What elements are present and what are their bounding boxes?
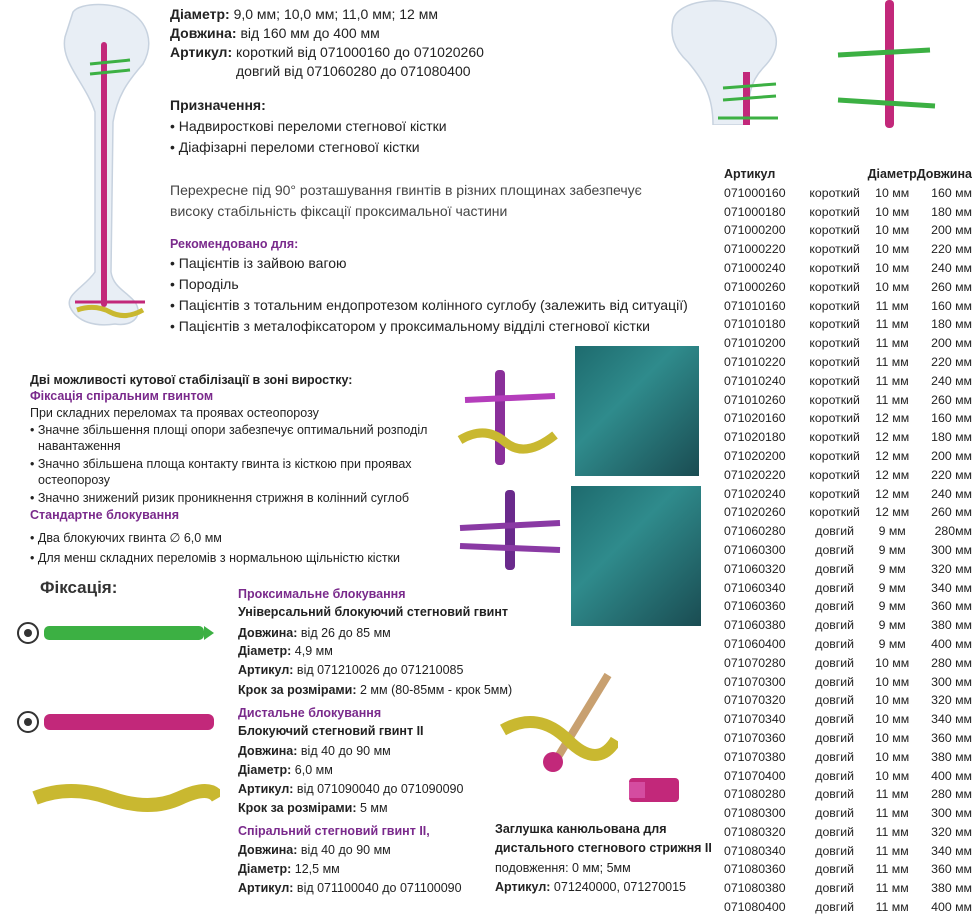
cell-length: 280мм [934, 524, 972, 539]
cell-type: короткий [809, 298, 860, 313]
distal-name: Блокуючий стегновий гвинт ІІ [238, 724, 424, 738]
cell-type: короткий [809, 336, 860, 351]
cell-length: 300 мм [931, 806, 972, 821]
table-row [724, 184, 972, 203]
spiral-item: • Значно збільшена площа контакту гвинта із кісткою при проявах [30, 457, 412, 471]
table-row [724, 860, 972, 879]
cell-article: 071080400 [724, 900, 786, 915]
spiral-screw-illustration [30, 780, 220, 816]
table-row [724, 691, 972, 710]
cell-diameter: 11 мм [875, 824, 909, 839]
cell-type: довгий [815, 843, 855, 858]
table-row [724, 522, 972, 541]
cell-length: 180 мм [931, 204, 972, 219]
cell-article: 071010240 [724, 373, 786, 388]
cannulated-cap-illustration [625, 770, 685, 810]
table-row [724, 804, 972, 823]
cell-length: 200 мм [931, 223, 972, 238]
table-row [724, 785, 972, 804]
cell-length: 260 мм [931, 279, 972, 294]
proximal-length: Довжина: від 26 до 85 мм [238, 626, 391, 640]
table-row [724, 203, 972, 222]
cell-length: 300 мм [931, 674, 972, 689]
cell-diameter: 10 мм [875, 204, 910, 219]
table-row [724, 447, 972, 466]
cell-article: 071000260 [724, 279, 786, 294]
cell-article: 071070360 [724, 730, 786, 745]
cell-type: короткий [809, 430, 860, 445]
cell-length: 220 мм [931, 354, 972, 369]
table-row [724, 635, 972, 654]
cell-diameter: 10 мм [875, 674, 910, 689]
standard-item: • Для менш складних переломів з нормальною щільністю кістки [30, 551, 400, 565]
cell-type: довгий [815, 618, 855, 633]
cell-article: 071010220 [724, 354, 786, 369]
cell-article: 071070380 [724, 749, 786, 764]
table-row [724, 673, 972, 692]
recommended-item: • Пацієнтів з тотальним ендопротезом колінного суглобу (залежить від ситуації) [170, 297, 688, 313]
cell-article: 071020220 [724, 467, 786, 482]
table-row [724, 485, 972, 504]
cell-article: 071080280 [724, 787, 786, 802]
proximal-article: Артикул: від 071210026 до 071210085 [238, 663, 464, 677]
cell-article: 071080320 [724, 824, 786, 839]
table-row [724, 767, 972, 786]
cell-length: 380 мм [931, 618, 972, 633]
cell-type: короткий [809, 204, 860, 219]
table-row [724, 597, 972, 616]
table-row [724, 391, 972, 410]
plug-extension: подовження: 0 мм; 5мм [495, 861, 631, 875]
cell-diameter: 11 мм [875, 373, 909, 388]
cell-article: 071000220 [724, 242, 786, 257]
distal-screw-illustration [16, 708, 221, 736]
table-row [724, 842, 972, 861]
cell-length: 400 мм [931, 768, 972, 783]
cell-type: короткий [809, 467, 860, 482]
header-article: Артикул [724, 167, 776, 181]
cell-diameter: 9 мм [878, 580, 906, 595]
cell-diameter: 10 мм [875, 279, 910, 294]
table-row [724, 541, 972, 560]
cell-type: довгий [815, 542, 855, 557]
cell-article: 071000200 [724, 223, 786, 238]
cell-type: довгий [815, 730, 855, 745]
table-row [724, 654, 972, 673]
cell-type: довгий [815, 881, 855, 896]
xray-image-spiral [575, 346, 699, 476]
cell-diameter: 10 мм [875, 693, 910, 708]
cell-type: довгий [815, 768, 855, 783]
cell-article: 071070300 [724, 674, 786, 689]
cell-diameter: 9 мм [878, 524, 906, 539]
cell-type: довгий [815, 806, 855, 821]
cell-diameter: 11 мм [875, 881, 909, 896]
proximal-diameter: Діаметр: 4,9 мм [238, 644, 333, 658]
cell-length: 340 мм [931, 580, 972, 595]
table-row [724, 560, 972, 579]
cell-diameter: 11 мм [875, 787, 909, 802]
cell-length: 320 мм [931, 561, 972, 576]
cell-length: 360 мм [931, 730, 972, 745]
cell-diameter: 11 мм [875, 392, 909, 407]
cell-diameter: 11 мм [875, 298, 909, 313]
distal-title: Дистальне блокування [238, 706, 382, 720]
spiral-article: Артикул: від 071100040 до 071100090 [238, 881, 462, 895]
description-line: високу стабільність фіксації проксимальної частини [170, 203, 508, 219]
table-row [724, 334, 972, 353]
cell-diameter: 11 мм [875, 354, 909, 369]
cell-length: 240 мм [931, 486, 972, 501]
cell-type: довгий [815, 674, 855, 689]
cell-article: 071010200 [724, 336, 786, 351]
cell-type: короткий [809, 185, 860, 200]
header-length: Довжина [916, 167, 972, 181]
standard-locking-title: Стандартне блокування [30, 508, 179, 522]
cell-type: короткий [809, 260, 860, 275]
cell-length: 320 мм [931, 824, 972, 839]
cell-diameter: 10 мм [875, 185, 910, 200]
cell-article: 071080300 [724, 806, 786, 821]
table-row [724, 315, 972, 334]
cell-article: 071060300 [724, 542, 786, 557]
plug-article: Артикул: 071240000, 071270015 [495, 880, 687, 894]
table-row [724, 297, 972, 316]
cell-type: довгий [815, 655, 855, 670]
cell-type: короткий [809, 279, 860, 294]
spiral-screw-title: Спіральний стегновий гвинт ІІ, [238, 824, 430, 838]
table-row [724, 466, 972, 485]
cell-diameter: 10 мм [875, 655, 910, 670]
table-row [724, 710, 972, 729]
cell-article: 071060340 [724, 580, 786, 595]
table-body [724, 184, 972, 917]
cell-length: 180 мм [931, 430, 972, 445]
table-row [724, 259, 972, 278]
cell-diameter: 11 мм [875, 862, 909, 877]
cell-article: 071060280 [724, 524, 786, 539]
cell-article: 071020240 [724, 486, 786, 501]
spiral-fixation-title: Фіксація спіральним гвинтом [30, 389, 214, 403]
cell-diameter: 10 мм [875, 730, 910, 745]
cell-type: довгий [815, 787, 855, 802]
cell-article: 071010260 [724, 392, 786, 407]
spiral-diameter: Діаметр: 12,5 мм [238, 862, 340, 876]
cell-diameter: 9 мм [878, 618, 906, 633]
cell-length: 180 мм [931, 317, 972, 332]
table-row [724, 616, 972, 635]
cell-diameter: 11 мм [875, 843, 909, 858]
cell-type: довгий [815, 862, 855, 877]
spiral-item: навантаження [38, 439, 121, 453]
cell-article: 071000240 [724, 260, 786, 275]
spiral-length: Довжина: від 40 до 90 мм [238, 843, 391, 857]
cell-length: 380 мм [931, 881, 972, 896]
cell-type: короткий [809, 448, 860, 463]
cell-type: довгий [815, 712, 855, 727]
cell-diameter: 12 мм [875, 411, 910, 426]
cell-article: 071070320 [724, 693, 786, 708]
cell-article: 071060360 [724, 599, 786, 614]
table-row [724, 748, 972, 767]
cell-type: довгий [815, 561, 855, 576]
cell-diameter: 10 мм [875, 223, 910, 238]
standard-item: • Два блокуючих гвинта ∅ 6,0 мм [30, 531, 222, 545]
cell-type: довгий [815, 636, 855, 651]
recommended-item: • Пацієнтів із зайвою вагою [170, 255, 347, 271]
cell-length: 280 мм [931, 655, 972, 670]
proximal-femur-illustration [668, 0, 788, 125]
cell-length: 200 мм [931, 448, 972, 463]
spec-length: Довжина: від 160 мм до 400 мм [170, 25, 380, 41]
fixation-title: Фіксація: [40, 578, 118, 597]
cell-diameter: 12 мм [875, 430, 910, 445]
cell-length: 360 мм [931, 599, 972, 614]
standard-locking-nail-illustration [455, 490, 565, 570]
cell-length: 340 мм [931, 843, 972, 858]
cell-type: короткий [809, 373, 860, 388]
nail-end-cap-illustration [498, 670, 618, 780]
cell-diameter: 9 мм [878, 636, 906, 651]
cell-type: довгий [815, 599, 855, 614]
cell-type: короткий [809, 392, 860, 407]
cell-length: 220 мм [931, 242, 972, 257]
cell-length: 280 мм [931, 787, 972, 802]
table-row [724, 372, 972, 391]
spec-diameter: Діаметр: 9,0 мм; 10,0 мм; 11,0 мм; 12 мм [170, 6, 438, 22]
cell-type: короткий [809, 354, 860, 369]
cell-type: короткий [809, 223, 860, 238]
table-row [724, 579, 972, 598]
table-row [724, 221, 972, 240]
distal-article: Артикул: від 071090040 до 071090090 [238, 782, 464, 796]
table-row [724, 278, 972, 297]
cell-length: 400 мм [931, 900, 972, 915]
cell-length: 160 мм [931, 185, 972, 200]
table-row [724, 428, 972, 447]
cell-article: 071070280 [724, 655, 786, 670]
cell-article: 071020200 [724, 448, 786, 463]
table-row [724, 240, 972, 259]
cell-diameter: 10 мм [875, 260, 910, 275]
cell-article: 071080380 [724, 881, 786, 896]
cell-length: 260 мм [931, 392, 972, 407]
cell-length: 240 мм [931, 260, 972, 275]
table-row [724, 729, 972, 748]
cell-diameter: 12 мм [875, 486, 910, 501]
cell-article: 071060400 [724, 636, 786, 651]
cell-article: 071020180 [724, 430, 786, 445]
cell-length: 300 мм [931, 542, 972, 557]
distal-step: Крок за розмірами: 5 мм [238, 801, 388, 815]
table-row [724, 409, 972, 428]
recommended-item: • Пацієнтів з металофіксатором у проксимальному відділі стегнової кістки [170, 318, 650, 334]
cell-length: 260 мм [931, 505, 972, 520]
cell-diameter: 12 мм [875, 467, 910, 482]
cell-length: 200 мм [931, 336, 972, 351]
cell-diameter: 9 мм [878, 599, 906, 614]
cell-diameter: 10 мм [875, 712, 910, 727]
header-diameter: Діаметр [867, 167, 917, 181]
header-type [802, 165, 868, 184]
angular-title: Дві можливості кутової стабілізації в зоні виростку: [30, 373, 353, 387]
cell-length: 220 мм [931, 467, 972, 482]
cell-type: довгий [815, 900, 855, 915]
proximal-title: Проксимальне блокування [238, 587, 406, 601]
table-header-row [724, 165, 972, 184]
cell-type: короткий [809, 317, 860, 332]
cell-type: короткий [809, 505, 860, 520]
cell-type: довгий [815, 524, 855, 539]
nail-proximal-screws-illustration [830, 0, 940, 130]
cell-length: 160 мм [931, 411, 972, 426]
cell-length: 320 мм [931, 693, 972, 708]
plug-title-2: дистального стегнового стрижня ІІ [495, 841, 712, 855]
cell-length: 240 мм [931, 373, 972, 388]
table-row [724, 898, 972, 917]
cell-article: 071070400 [724, 768, 786, 783]
recommended-title: Рекомендовано для: [170, 237, 299, 251]
cell-diameter: 10 мм [875, 242, 910, 257]
cell-diameter: 12 мм [875, 448, 910, 463]
cell-article: 071020260 [724, 505, 786, 520]
proximal-screw-illustration [16, 620, 216, 646]
cell-length: 160 мм [931, 298, 972, 313]
cell-diameter: 10 мм [875, 768, 910, 783]
spiral-item: • Значне збільшення площі опори забезпечує оптимальний розподіл [30, 423, 428, 437]
purpose-item: • Надвиросткові переломи стегнової кістки [170, 118, 447, 134]
cell-article: 071010180 [724, 317, 786, 332]
cell-diameter: 11 мм [875, 806, 909, 821]
cell-type: довгий [815, 693, 855, 708]
table-row [724, 879, 972, 898]
cell-article: 071060380 [724, 618, 786, 633]
proximal-name: Універсальний блокуючий стегновий гвинт [238, 605, 509, 619]
cell-length: 380 мм [931, 749, 972, 764]
recommended-item: • Породіль [170, 276, 239, 292]
cell-length: 340 мм [931, 712, 972, 727]
cell-diameter: 11 мм [875, 317, 909, 332]
cell-article: 071010160 [724, 298, 786, 313]
cell-type: короткий [809, 486, 860, 501]
description-line: Перехресне під 90° розташування гвинтів в різних площинах забезпечує [170, 182, 642, 198]
spiral-item: остеопорозу [38, 473, 111, 487]
cell-diameter: 9 мм [878, 561, 906, 576]
spiral-screw-nail-illustration [455, 370, 565, 470]
cell-length: 360 мм [931, 862, 972, 877]
cell-article: 071070340 [724, 712, 786, 727]
cell-diameter: 9 мм [878, 542, 906, 557]
cell-length: 400 мм [931, 636, 972, 651]
xray-image-standard [571, 486, 701, 626]
plug-title: Заглушка канюльована для [495, 822, 667, 836]
cell-type: довгий [815, 749, 855, 764]
cell-diameter: 11 мм [875, 336, 909, 351]
cell-article: 071080340 [724, 843, 786, 858]
spec-article-short: Артикул: короткий від 071000160 до 071020260 [170, 44, 484, 60]
spec-article-long: довгий від 071060280 до 071080400 [236, 63, 471, 79]
table-row [724, 503, 972, 522]
purpose-title: Призначення: [170, 97, 266, 113]
spiral-item: • Значно знижений ризик проникнення стрижня в колінний суглоб [30, 491, 410, 505]
cell-type: довгий [815, 824, 855, 839]
cell-type: короткий [809, 242, 860, 257]
spiral-intro: При складних переломах та проявах остеопорозу [30, 406, 319, 420]
cell-article: 071080360 [724, 862, 786, 877]
cell-type: короткий [809, 411, 860, 426]
cell-article: 071020160 [724, 411, 786, 426]
proximal-step: Крок за розмірами: 2 мм (80-85мм - крок 5мм) [238, 683, 513, 697]
cell-diameter: 10 мм [875, 749, 910, 764]
cell-article: 071000180 [724, 204, 786, 219]
cell-diameter: 11 мм [875, 900, 909, 915]
cell-type: довгий [815, 580, 855, 595]
purpose-item: • Діафізарні переломи стегнової кістки [170, 139, 420, 155]
cell-diameter: 12 мм [875, 505, 910, 520]
article-table [724, 165, 972, 917]
distal-length: Довжина: від 40 до 90 мм [238, 744, 391, 758]
distal-diameter: Діаметр: 6,0 мм [238, 763, 333, 777]
table-row [724, 353, 972, 372]
femur-nail-illustration [55, 2, 165, 332]
cell-article: 071000160 [724, 185, 786, 200]
table-row [724, 823, 972, 842]
cell-article: 071060320 [724, 561, 786, 576]
